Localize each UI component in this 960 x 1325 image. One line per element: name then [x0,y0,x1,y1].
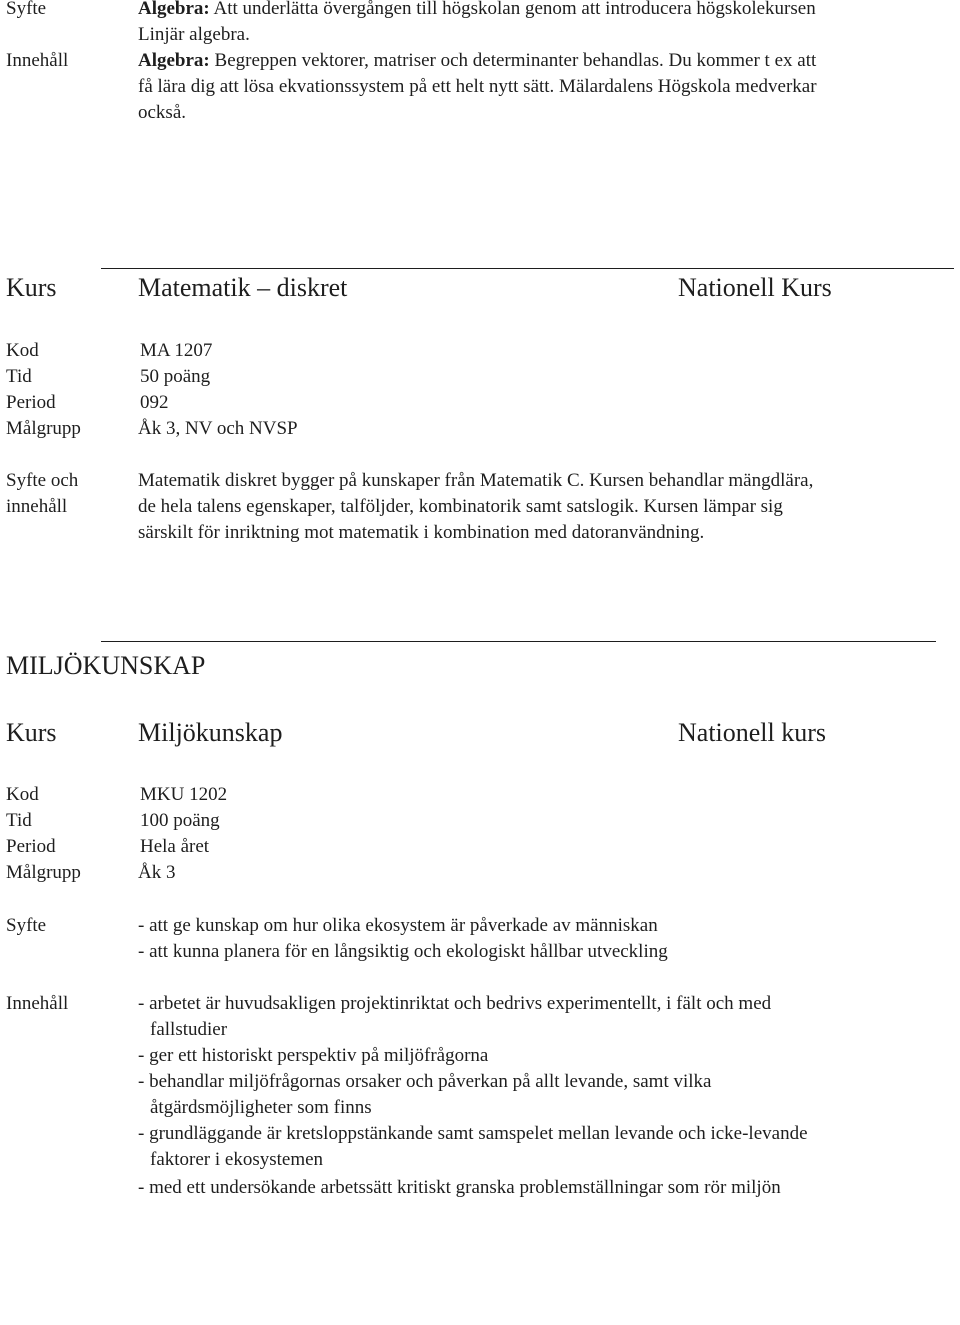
period-label-2: Period [6,836,56,857]
tid-value-2: 100 poäng [140,810,220,831]
syfte-item: - att ge kunskap om hur olika ekosystem är påverkade av människan [138,915,658,936]
innehall-item: - ger ett historiskt perspektiv på miljöfrågorna [138,1045,489,1066]
kurs-label: Kurs [6,273,57,302]
desc-line3: särskilt för inriktning mot matematik i kombination med datoranvändning. [138,522,705,543]
syfte-text [138,0,816,22]
malgrupp-label-2: Målgrupp [6,862,81,883]
kurs-label-2: Kurs [6,718,57,747]
innehall-label-3: Innehåll [6,993,69,1014]
tid-label-2: Tid [6,810,32,831]
period-label: Period [6,392,56,413]
tid-label: Tid [6,366,32,387]
syfte-och-label: Syfte och [6,470,79,491]
syfte-line1: Att underlätta övergången till högskolan genom att introducera högskolekursen [209,0,816,19]
malgrupp-value: Åk 3, NV och NVSP [138,418,298,439]
innehall-item: - grundläggande är kretsloppstänkande samt samspelet mellan levande och icke-levande [138,1123,808,1144]
section-heading: MILJÖKUNSKAP [6,651,206,680]
desc-line2: de hela talens egenskaper, talföljder, kombinatorik samt satslogik. Kursen lämpar sig [138,496,783,517]
period-value: 092 [140,392,169,413]
kod-value-2: MKU 1202 [140,784,228,805]
divider-rule [101,268,954,269]
desc-line1: Matematik diskret bygger på kunskaper från Matematik C. Kursen behandlar mängdlära, [138,470,814,491]
kod-label: Kod [6,340,39,361]
innehall-item: - med ett undersökande arbetssätt kritiskt granska problemställningar som rör miljön [138,1177,781,1198]
innehall-item-cont: åtgärdsmöjligheter som finns [150,1097,372,1118]
syfte-label: Syfte [6,0,47,19]
malgrupp-value-2: Åk 3 [138,862,176,883]
innehall-item-cont: faktorer i ekosystemen [150,1149,324,1170]
tid-value: 50 poäng [140,366,211,387]
divider-rule-2 [101,641,936,642]
course-type-2: Nationell kurs [678,718,827,747]
period-value-2: Hela året [140,836,210,857]
course-title-2: Miljökunskap [138,718,283,747]
innehall-line2: få lära dig att lösa ekvationssystem på ett helt nytt sätt. Mälardalens Högskola medverkar [138,76,817,97]
innehall-label-2: innehåll [6,496,68,517]
kod-label-2: Kod [6,784,39,805]
innehall-label: Innehåll [6,50,69,71]
course-title: Matematik – diskret [138,273,348,302]
course-type: Nationell Kurs [678,273,832,302]
syfte-item: - att kunna planera för en långsiktig och ekologiskt hållbar utveckling [138,941,668,962]
algebra-bold-2: Algebra: [138,50,210,71]
algebra-bold: Algebra: [138,0,210,19]
syfte-label-2: Syfte [6,915,47,936]
innehall-line1: Begreppen vektorer, matriser och determinanter behandlas. Du kommer t ex att [209,50,817,71]
syfte-line2: Linjär algebra. [138,24,250,45]
innehall-text [138,48,816,74]
innehall-item: - behandlar miljöfrågornas orsaker och påverkan på allt levande, samt vilka [138,1071,712,1092]
malgrupp-label: Målgrupp [6,418,81,439]
kod-value: MA 1207 [140,340,213,361]
innehall-item: - arbetet är huvudsakligen projektinriktat och bedrivs experimentellt, i fält och med [138,993,772,1014]
innehall-item-cont: fallstudier [150,1019,228,1040]
innehall-line3: också. [138,102,187,123]
